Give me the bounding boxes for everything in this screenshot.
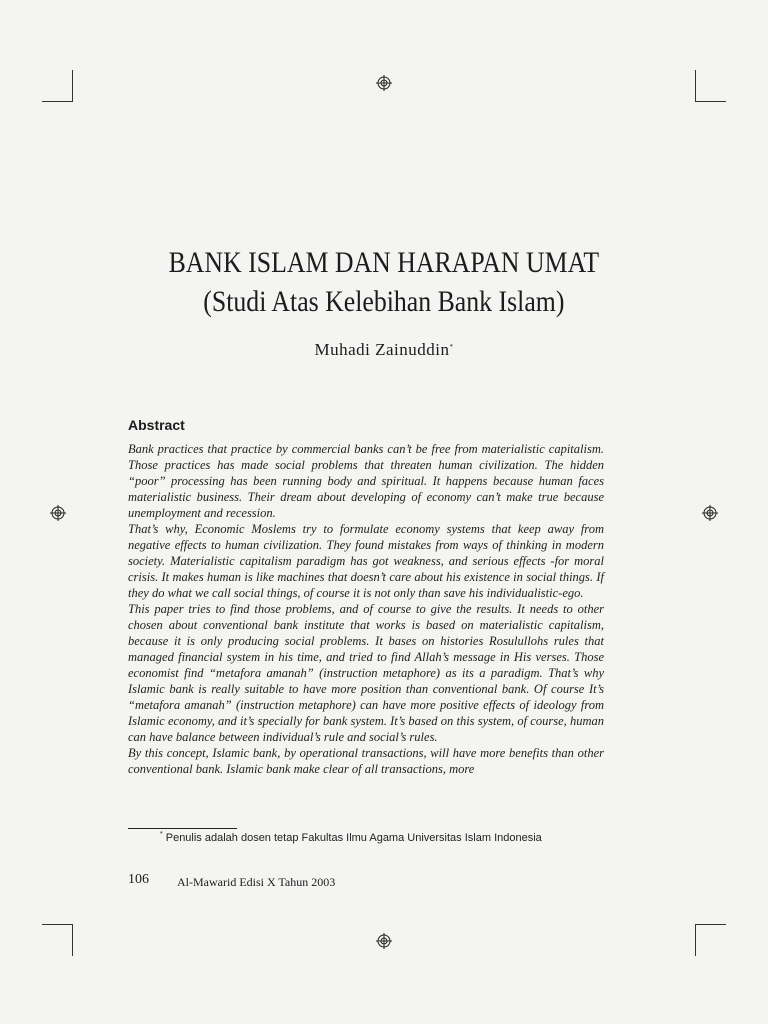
registration-target-icon <box>702 505 718 521</box>
abstract-heading: Abstract <box>128 417 185 433</box>
abstract-paragraph: This paper tries to find those problems, and of course to give the results. It needs to other chosen about conventional bank institute that works is based on materialistic capitalism, because it is only producing social problems. It bases on histories Rosulullohs rules that managed financial system in his time, and tried to find Allah’s message in His verses. Those economist find “metafora amanah” (instruction metaphore) as its a paradigm. That’s why Islamic bank is really suitable to have more position than conventional bank. Of course It’s “metafora amanah” (instruction metaphore) can have more positive effects of ideology from Islamic economy, and it’s specially for bank system. It’s based on this system, of course, human can have balance between individual’s rule and social’s rules. <box>128 602 604 744</box>
abstract-paragraph: That’s why, Economic Moslems try to formulate economy systems that keep away from negative effects to human civilization. They found mistakes from ways of thinking in modern society. Materialistic capitalism paradigm has got weakness, and serious effects -for moral crisis. It makes human is like machines that doesn’t care about his existence in social things. If they do what we call social things, of course it is not only than save his individualistic-ego. <box>128 522 604 600</box>
abstract-paragraph: Bank practices that practice by commercial banks can’t be free from materialistic capitalism. Those practices has made social problems that threaten human civilization. The hidden “poor” processing has been running body and spiritual. It happens because human faces materialistic business. Their dream about developing of economy can’t make true because unemployment and recession. <box>128 442 604 520</box>
footnote-marker: * <box>160 831 163 838</box>
footnote <box>160 831 542 844</box>
journal-citation: Al-Mawarid Edisi X Tahun 2003 <box>177 875 336 889</box>
abstract-body <box>128 441 604 777</box>
page-number: 106 <box>128 872 149 887</box>
abstract-paragraph: By this concept, Islamic bank, by operational transactions, will have more benefits than other conventional bank. Islamic bank make clear of all transactions, more <box>128 746 604 776</box>
footnote-divider <box>128 828 237 829</box>
registration-target-icon <box>376 75 392 91</box>
footnote-text: Penulis adalah dosen tetap Fakultas Ilmu Agama Universitas Islam Indonesia <box>165 832 542 844</box>
author-footnote-marker: * <box>449 343 454 351</box>
registration-target-icon <box>50 505 66 521</box>
author-line <box>0 340 768 360</box>
article-subtitle: (Studi Atas Kelebihan Bank Islam) <box>203 285 565 318</box>
registration-target-icon <box>376 933 392 949</box>
article-title: BANK ISLAM DAN HARAPAN UMAT <box>168 246 600 279</box>
author-name: Muhadi Zainuddin <box>314 340 450 359</box>
